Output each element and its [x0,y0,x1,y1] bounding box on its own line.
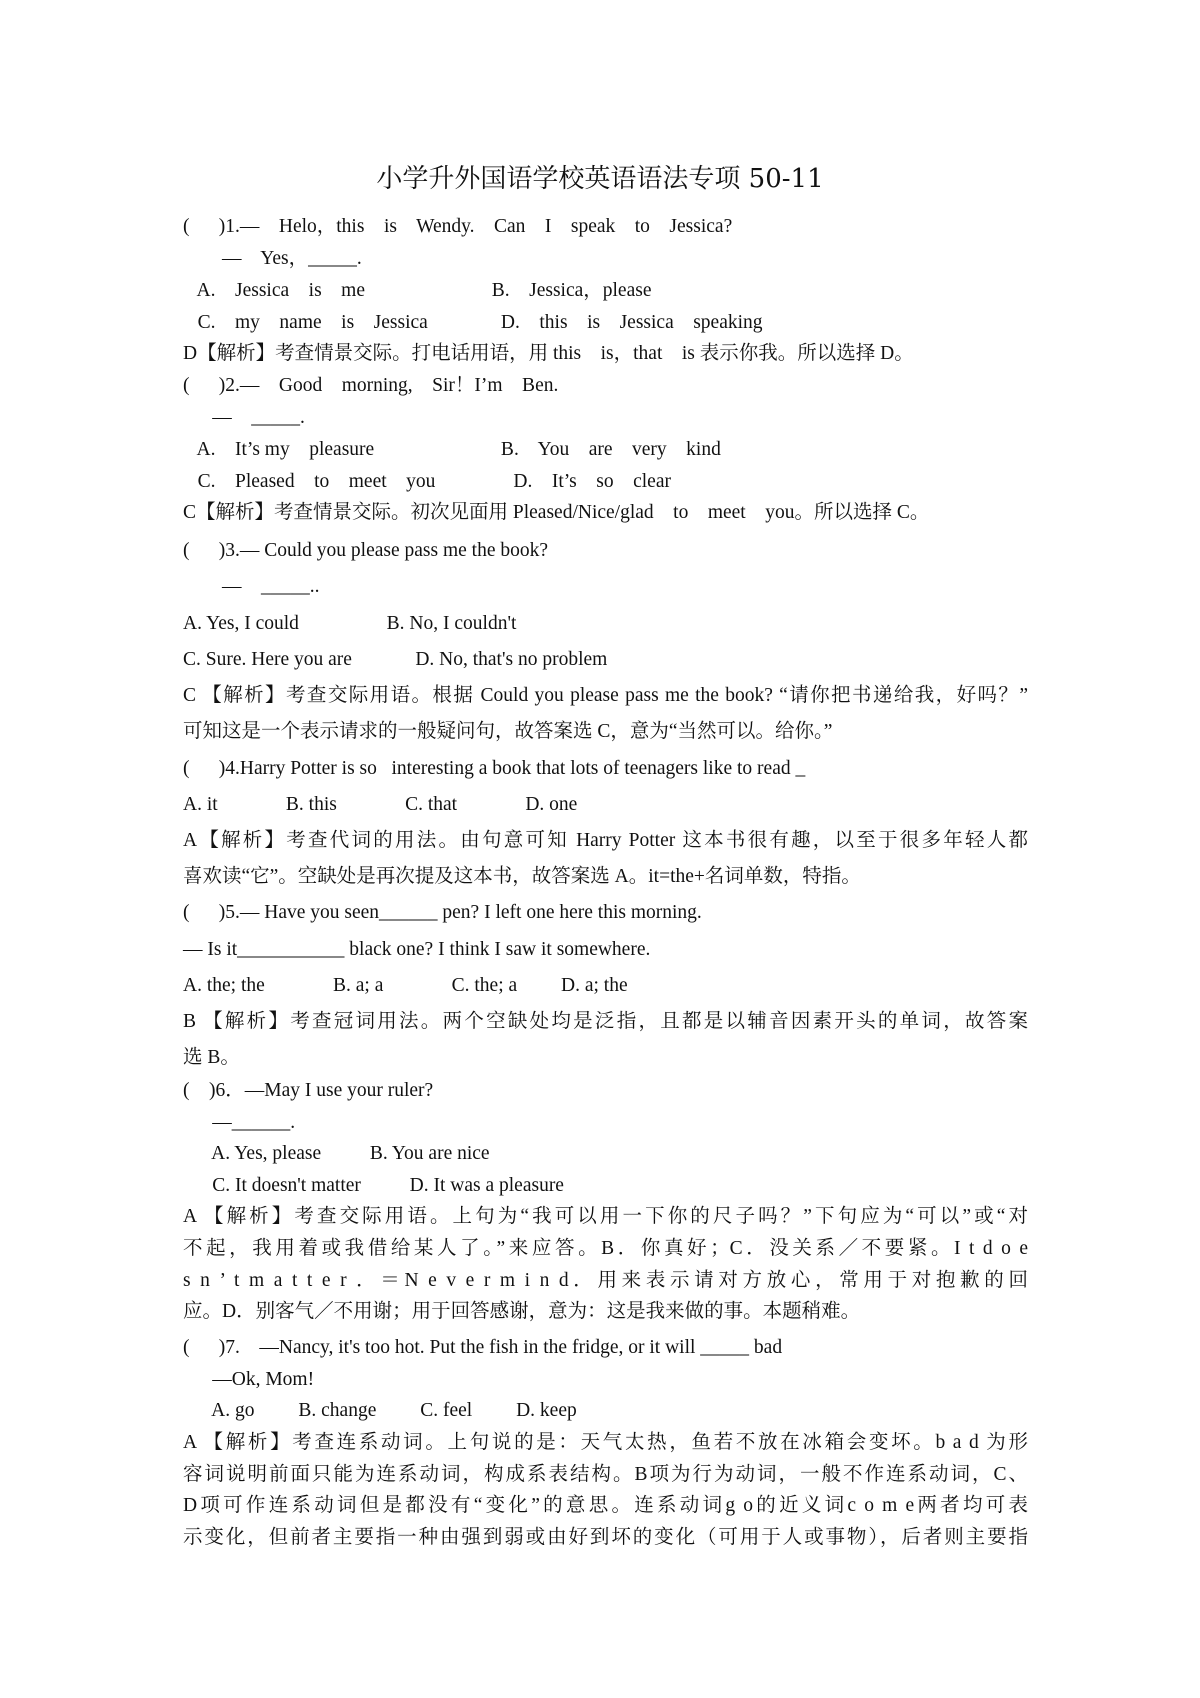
q6-explanation-2: 不起，我用着或我借给某人了。”来应答。B．你真好；C．没关系／不要紧。I t d o e [183,1238,1028,1259]
q2-reply: — _____. [183,407,305,428]
q1-question: ( )1.— Helo，this is Wendy. Can I speak to Jessica? [183,216,733,237]
q4-explanation-2: 喜欢读“它”。空缺处是再次提及这本书，故答案选 A。it=the+名词单数，特指。 [183,866,861,887]
q4-options: A. it B. this C. that D. one [183,794,578,815]
q7-explanation-3: D项可作连系动词但是都没有“变化”的意思。连系动词g o的近义词c o m e两者均可表 [183,1495,1028,1516]
q2-question: ( )2.— Good morning, Sir！I’m Ben. [183,375,559,396]
q3-question: ( )3.— Could you please pass me the book? [183,540,549,561]
q6-options-ab: A. Yes, please B. You are nice [183,1143,490,1164]
q7-reply: —Ok, Mom! [183,1369,315,1390]
q6-options-cd: C. It doesn't matter D. It was a pleasure [183,1175,564,1196]
q5-question: ( )5.— Have you seen______ pen? I left one here this morning. [183,902,702,923]
q4-explanation-1: A【解析】考查代词的用法。由句意可知 Harry Potter 这本书很有趣，以至于很多年轻人都 [183,830,1028,851]
q6-explanation-1: A 【解析】考查交际用语。上句为“我可以用一下你的尺子吗？”下句应为“可以”或“对 [183,1206,1028,1227]
page-title: 小学升外国语学校英语语法专项 50-11 [376,164,824,194]
q6-explanation-3: s n ’ t m a t t e r ．＝N e v e r m i n d．用来表示请对方放心，常用于对抱歉的回 [183,1270,1028,1291]
q3-reply: — _____.. [183,576,320,597]
q3-options-ab: A. Yes, I could B. No, I couldn't [183,613,517,634]
q1-options-ab: A. Jessica is me B. Jessica，please [183,280,652,301]
q3-explanation-2: 可知这是一个表示请求的一般疑问句，故答案选 C，意为“当然可以。给你。” [183,721,833,742]
q7-explanation-2: 容词说明前面只能为连系动词，构成系表结构。B项为行为动词，一般不作连系动词，C、 [183,1464,1028,1485]
q1-reply: — Yes，_____. [183,248,362,269]
q4-question: ( )4.Harry Potter is so interesting a book that lots of teenagers like to read _ [183,758,806,779]
q5-explanation-2: 选 B。 [183,1047,240,1068]
q5-reply: — Is it___________ black one? I think I saw it somewhere. [183,939,651,960]
q6-question: ( )6．—May I use your ruler? [183,1080,434,1101]
q3-explanation-1: C 【解析】考查交际用语。根据 Could you please pass me the book? “请你把书递给我，好吗？” [183,685,1028,706]
q3-options-cd: C. Sure. Here you are D. No, that's no problem [183,649,608,670]
q2-explanation: C【解析】考查情景交际。初次见面用 Pleased/Nice/glad to meet you。所以选择 C。 [183,502,930,523]
q6-explanation-4: 应。D．别客气／不用谢；用于回答感谢，意为：这是我来做的事。本题稍难。 [183,1301,861,1322]
q6-reply: —______. [183,1112,296,1133]
q2-options-ab: A. It’s my pleasure B. You are very kind [183,439,721,460]
q7-options: A. go B. change C. feel D. keep [183,1400,577,1421]
q7-explanation-1: A 【解析】考查连系动词。上句说的是：天气太热，鱼若不放在冰箱会变坏。b a d 为形 [183,1432,1028,1453]
q1-explanation: D【解析】考查情景交际。打电话用语，用 this is，that is 表示你我。所以选择 D。 [183,343,914,364]
q2-options-cd: C. Pleased to meet you D. It’s so clear [183,471,671,492]
q7-question: ( )7. —Nancy, it's too hot. Put the fish in the fridge, or it will _____ bad [183,1337,783,1358]
q7-explanation-4: 示变化，但前者主要指一种由强到弱或由好到坏的变化（可用于人或事物），后者则主要指 [183,1527,1028,1548]
q5-options: A. the; the B. a; a C. the; a D. a; the [183,975,628,996]
q1-options-cd: C. my name is Jessica D. this is Jessica speaking [183,312,763,333]
q5-explanation-1: B 【解析】考查冠词用法。两个空缺处均是泛指，且都是以辅音因素开头的单词，故答案 [183,1011,1028,1032]
